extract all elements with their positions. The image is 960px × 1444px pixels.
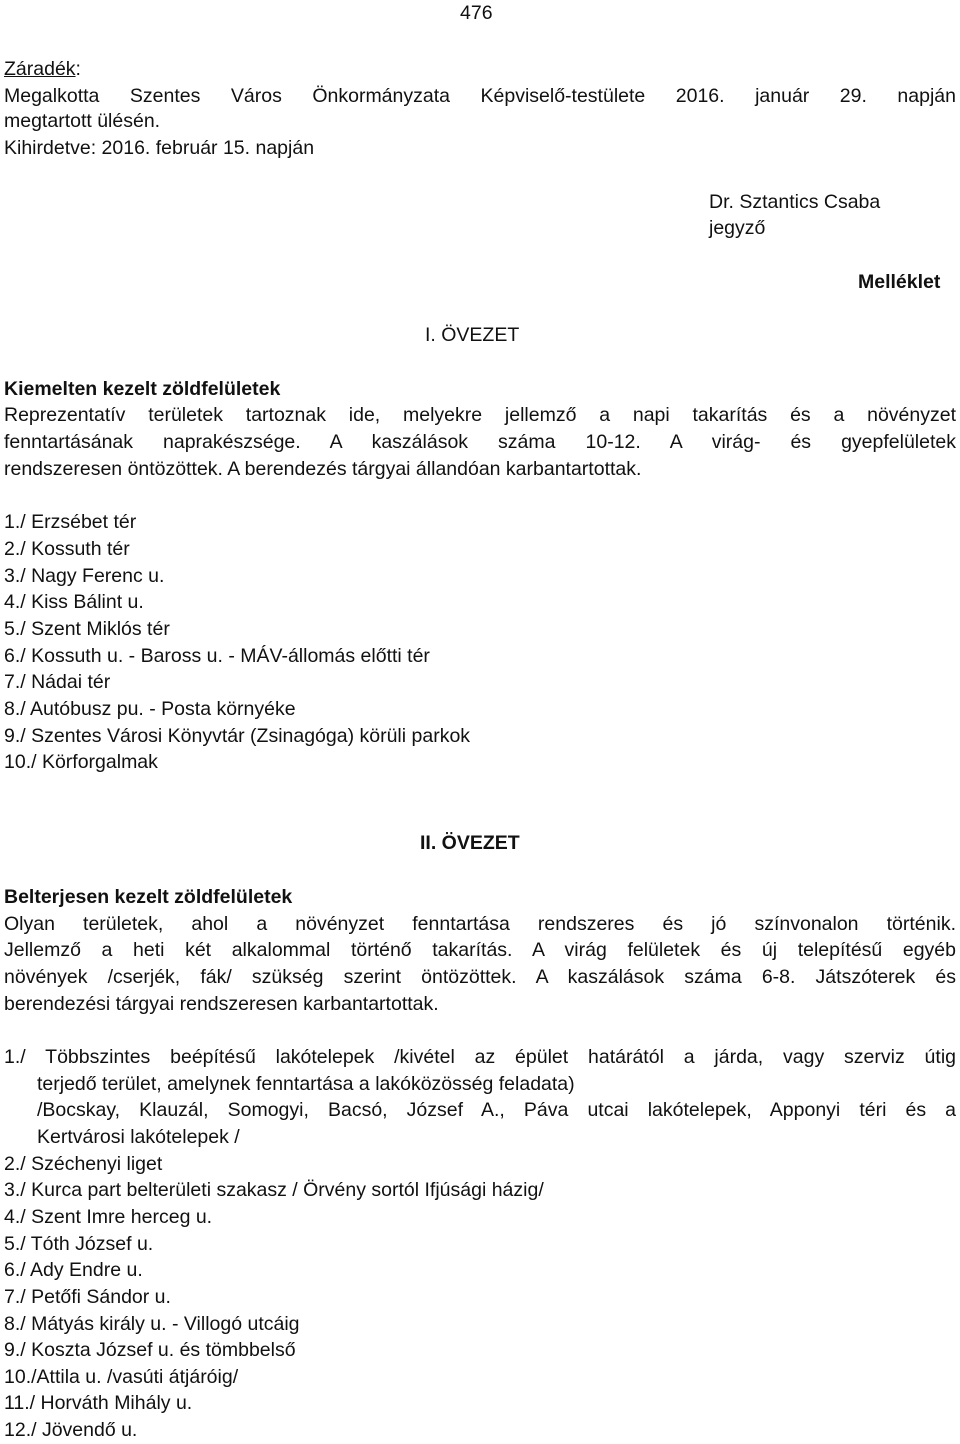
zone1-list-item: 9./ Szentes Városi Könyvtár (Zsinagóga) körüli parkok (4, 725, 471, 747)
page-number: 476 (460, 2, 493, 24)
zone1-heading: I. ÖVEZET (425, 324, 520, 346)
zone1-list-item: 8./ Autóbusz pu. - Posta környéke (4, 698, 296, 720)
zone2-list-item: 12./ Jövendő u. (4, 1419, 138, 1441)
clause-title-line (4, 56, 81, 82)
zone2-list-item: 9./ Koszta József u. és tömbbelső (4, 1339, 296, 1361)
zone2-item1-line-1: 1./ Többszintes beépítésű lakótelepek /kivétel az épület határától a járda, vagy szerviz útig (4, 1046, 956, 1068)
zone2-list-item: 11./ Horváth Mihály u. (4, 1392, 193, 1414)
zone1-desc-line-1: Reprezentatív területek tartoznak ide, melyekre jellemző a napi takarítás és a növényzet (4, 404, 956, 426)
clause-line-1: Megalkotta Szentes Város Önkormányzata Képviselő-testülete 2016. január 29. napján (4, 85, 956, 107)
zone2-item1-line-2: terjedő terület, amelynek fenntartása a lakóközösség feladata) (37, 1073, 575, 1095)
zone2-list-item: 8./ Mátyás király u. - Villogó utcáig (4, 1313, 300, 1335)
zone2-heading: II. ÖVEZET (420, 832, 520, 854)
zone2-subheading: Belterjesen kezelt zöldfelületek (4, 886, 293, 908)
zone2-list-item: 10./Attila u. /vasúti átjáróig/ (4, 1366, 239, 1388)
signature-name: Dr. Sztantics Csaba (709, 191, 881, 213)
annex-label: Melléklet (858, 271, 941, 293)
zone1-subheading: Kiemelten kezelt zöldfelületek (4, 378, 281, 400)
zone1-list-item: 2./ Kossuth tér (4, 538, 130, 560)
zone2-desc-line-4: berendezési tárgyai rendszeresen karbantartottak. (4, 993, 439, 1015)
clause-title-suffix: : (75, 58, 81, 80)
signature-role: jegyző (709, 217, 766, 239)
zone1-desc-line-3: rendszeresen öntözöttek. A berendezés tárgyai állandóan karbantartottak. (4, 458, 642, 480)
zone2-list-item: 4./ Szent Imre herceg u. (4, 1206, 213, 1228)
zone2-list-item: 3./ Kurca part belterületi szakasz / Örvény sortól Ifjúsági házig/ (4, 1179, 544, 1201)
zone1-desc-line-2: fenntartásának naprakészsége. A kaszálások száma 10-12. A virág- és gyepfelületek (4, 431, 956, 453)
zone2-list-item: 2./ Széchenyi liget (4, 1153, 163, 1175)
zone2-item1-line-3: /Bocskay, Klauzál, Somogyi, Bacsó, József A., Páva utcai lakótelepek, Apponyi téri és a (37, 1099, 956, 1121)
zone1-list-item: 10./ Körforgalmak (4, 751, 158, 773)
zone1-list-item: 4./ Kiss Bálint u. (4, 591, 144, 613)
zone2-item1-line-4: Kertvárosi lakótelepek / (37, 1126, 240, 1148)
zone1-list-item: 7./ Nádai tér (4, 671, 111, 693)
clause-line-2: megtartott ülésén. (4, 110, 161, 132)
clause-title: Záradék (4, 58, 76, 80)
zone2-desc-line-1: Olyan területek, ahol a növényzet fenntartása rendszeres és jó színvonalon történik. (4, 913, 956, 935)
clause-line-3: Kihirdetve: 2016. február 15. napján (4, 137, 315, 159)
zone2-desc-line-2: Jellemző a heti két alkalommal történő takarítás. A virág felületek és új telepítésű egyéb (4, 939, 956, 961)
zone1-list-item: 1./ Erzsébet tér (4, 511, 137, 533)
zone2-desc-line-3: növények /cserjék, fák/ szükség szerint öntözöttek. A kaszálások száma 6-8. Játszóterek és (4, 966, 956, 988)
zone2-list-item: 5./ Tóth József u. (4, 1233, 154, 1255)
zone2-list-item: 7./ Petőfi Sándor u. (4, 1286, 171, 1308)
zone1-list-item: 3./ Nagy Ferenc u. (4, 565, 165, 587)
zone2-list-item: 6./ Ady Endre u. (4, 1259, 143, 1281)
zone1-list-item: 6./ Kossuth u. - Baross u. - MÁV-állomás előtti tér (4, 645, 430, 667)
zone1-list-item: 5./ Szent Miklós tér (4, 618, 170, 640)
